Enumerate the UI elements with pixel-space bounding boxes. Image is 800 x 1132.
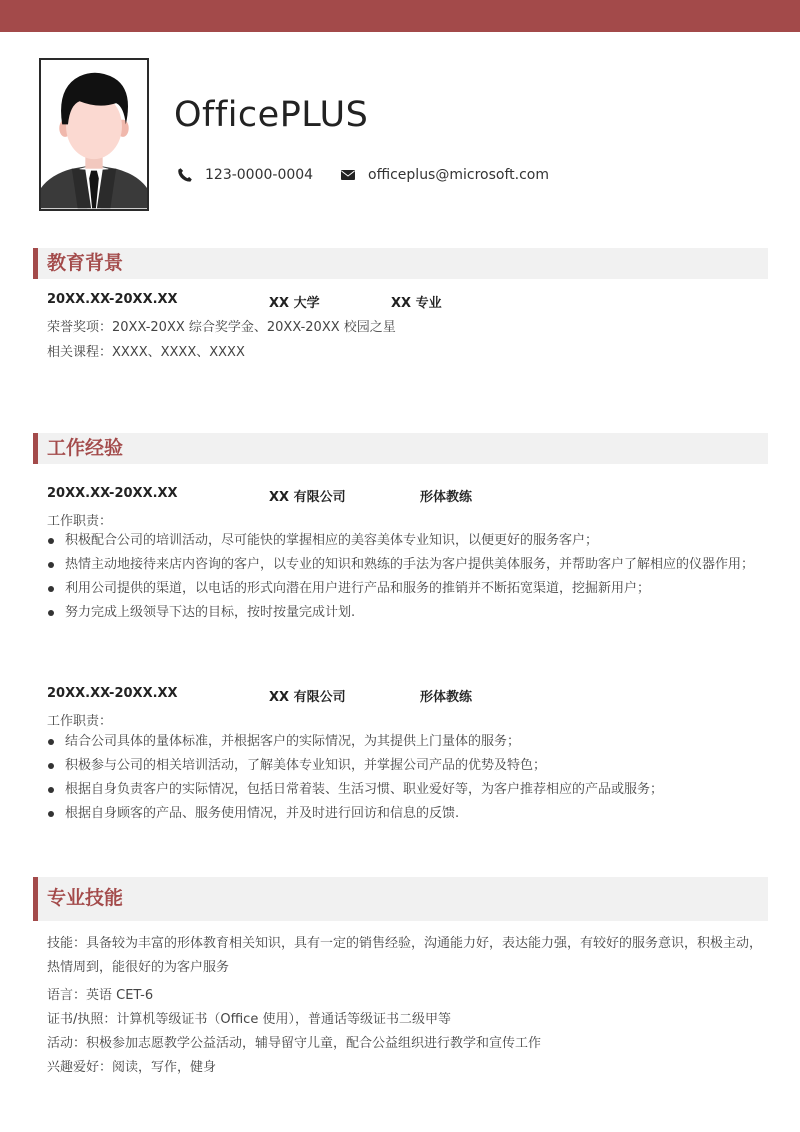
- education-date: 20XX.XX-20XX.XX: [47, 292, 178, 307]
- list-item: 热情主动地接待来店内咨询的客户，以专业的知识和熟练的手法为客户提供美体服务，并帮助客户了解相应的仪器作用；: [47, 553, 765, 577]
- skills-activities: 活动：积极参加志愿教学公益活动，辅导留守儿童，配合公益组织进行教学和宣传工作: [47, 1036, 542, 1051]
- education-school: XX 大学: [269, 296, 320, 311]
- list-item: 根据自身顾客的产品、服务使用情况，并及时进行回访和信息的反馈.: [47, 802, 765, 826]
- skills-certificates: 证书/执照：计算机等级证书（Office 使用），普通话等级证书二级甲等: [47, 1012, 451, 1027]
- skills-section-header: [33, 877, 768, 921]
- list-item: 根据自身负责客户的实际情况，包括日常着装、生活习惯、职业爱好等，为客户推荐相应的产品或服务；: [47, 778, 765, 802]
- list-item: 积极配合公司的培训活动，尽可能快的掌握相应的美容美体专业知识，以便更好的服务客户；: [47, 529, 765, 553]
- education-courses: 相关课程：XXXX、XXXX、XXXX: [47, 345, 245, 360]
- education-section-header: [33, 248, 768, 279]
- job-position: 形体教练: [420, 490, 473, 505]
- top-accent-bar: [0, 0, 800, 32]
- job-position: 形体教练: [420, 690, 473, 705]
- job-duty-list: [47, 529, 765, 625]
- email-address: officeplus@microsoft.com: [368, 167, 549, 183]
- avatar-illustration: [41, 60, 147, 209]
- phone-number: 123-0000-0004: [205, 167, 314, 183]
- candidate-name: OfficePLUS: [174, 95, 369, 135]
- job-date: 20XX.XX-20XX.XX: [47, 686, 178, 701]
- section-accent-bar: [33, 433, 38, 464]
- job-duty-list: [47, 730, 765, 826]
- skills-description: 技能：具备较为丰富的形体教育相关知识，具有一定的销售经验，沟通能力好，表达能力强，有较好的服务意识，积极主动，热情周到，能很好的为客户服务: [47, 936, 763, 975]
- education-major: XX 专业: [391, 296, 442, 311]
- job-company: XX 有限公司: [269, 690, 346, 705]
- list-item: 结合公司具体的量体标准，并根据客户的实际情况，为其提供上门量体的服务；: [47, 730, 765, 754]
- list-item: 利用公司提供的渠道，以电话的形式向潜在用户进行产品和服务的推销并不断拓宽渠道，挖掘新用户；: [47, 577, 765, 601]
- section-title: 工作经验: [47, 437, 124, 459]
- skills-hobbies: 兴趣爱好：阅读，写作，健身: [47, 1060, 217, 1075]
- profile-photo: [39, 58, 149, 211]
- section-title: 教育背景: [47, 252, 124, 274]
- email-contact: [340, 165, 549, 185]
- job-company: XX 有限公司: [269, 490, 346, 505]
- phone-icon: [177, 167, 193, 183]
- work-section-header: [33, 433, 768, 464]
- education-honors: 荣誉奖项：20XX-20XX 综合奖学金、20XX-20XX 校园之星: [47, 320, 396, 335]
- phone-contact: [177, 165, 313, 185]
- section-title: 专业技能: [47, 887, 124, 909]
- job-date: 20XX.XX-20XX.XX: [47, 486, 178, 501]
- section-accent-bar: [33, 877, 38, 921]
- list-item: 努力完成上级领导下达的目标，按时按量完成计划.: [47, 601, 765, 625]
- list-item: 积极参与公司的相关培训活动，了解美体专业知识，并掌握公司产品的优势及特色；: [47, 754, 765, 778]
- job-duty-label: 工作职责：: [47, 714, 113, 729]
- section-accent-bar: [33, 248, 38, 279]
- skills-language: 语言：英语 CET-6: [47, 988, 154, 1003]
- envelope-icon: [340, 167, 356, 183]
- job-duty-label: 工作职责：: [47, 514, 113, 529]
